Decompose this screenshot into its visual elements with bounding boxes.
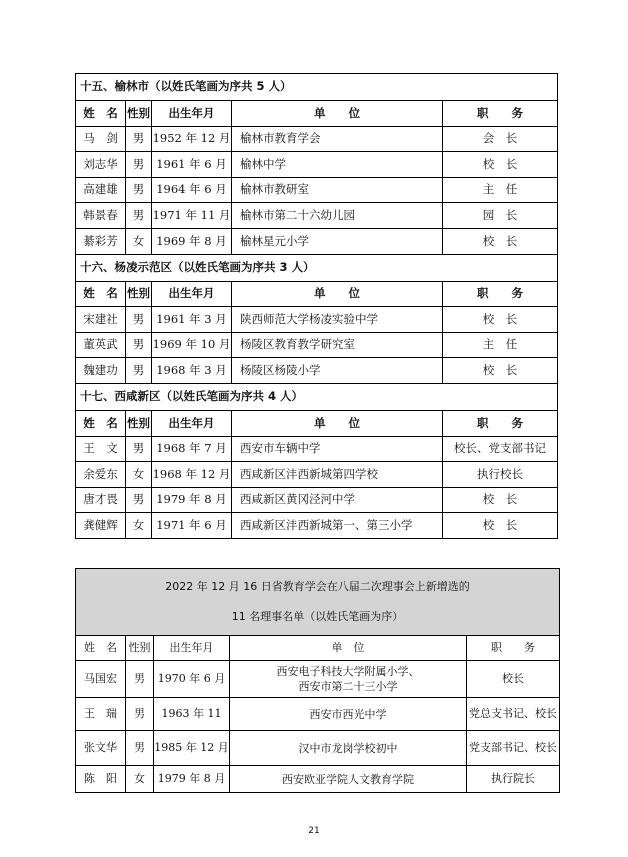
column-header: 单 位: [232, 410, 443, 436]
section-title-row: [76, 254, 558, 281]
position-cell: 园 长: [443, 203, 558, 229]
column-header: 职 务: [467, 636, 560, 661]
column-header: 出生年月: [154, 636, 230, 661]
unit-cell: 西安市车辆中学: [232, 436, 443, 462]
name-cell: 王 文: [76, 436, 126, 462]
column-header: 姓 名: [76, 101, 126, 127]
position-cell: 校 长: [443, 152, 558, 178]
gender-cell: 男: [126, 126, 152, 152]
table-row: [76, 731, 560, 766]
position-cell: 校长、党支部书记: [443, 436, 558, 462]
directory-table: [75, 73, 558, 539]
position-cell: 主 任: [443, 332, 558, 358]
name-cell: 綦彩芳: [76, 228, 126, 254]
position-cell: 党总支书记、校长: [467, 698, 560, 731]
banner-line-2: 11 名理事名单（以姓氏笔画为序）: [231, 610, 404, 623]
birth-cell: 1961 年 3 月: [152, 307, 232, 333]
table-row: [76, 766, 560, 793]
name-cell: 陈 阳: [76, 766, 126, 793]
name-cell: 马 剑: [76, 126, 126, 152]
table-row: [76, 462, 558, 488]
column-header: 姓 名: [76, 281, 126, 307]
header-row: [76, 410, 558, 436]
gender-cell: 女: [126, 462, 152, 488]
unit-cell: 杨陵区杨陵小学: [232, 358, 443, 384]
table-row: [76, 152, 558, 178]
table-row: [76, 661, 560, 698]
column-header: 性别: [126, 410, 152, 436]
gender-cell: 男: [126, 203, 152, 229]
new-members-table: [75, 568, 560, 793]
unit-cell: 榆林市教育学会: [232, 126, 443, 152]
birth-cell: 1968 年 7 月: [152, 436, 232, 462]
table-row: [76, 203, 558, 229]
birth-cell: 1964 年 6 月: [152, 177, 232, 203]
birth-cell: 1963 年 11: [154, 698, 230, 731]
column-header: 姓 名: [76, 410, 126, 436]
table-row: [76, 358, 558, 384]
unit-line: 西安市第二十三小学: [298, 680, 398, 693]
section-title: 十五、榆林市（以姓氏笔画为序共 5 人）: [76, 74, 558, 101]
name-cell: 马国宏: [76, 661, 126, 698]
header-row: [76, 636, 560, 661]
birth-cell: 1979 年 8 月: [152, 487, 232, 513]
unit-cell: [230, 766, 467, 793]
unit-cell: 榆林市教研室: [232, 177, 443, 203]
position-cell: 执行校长: [443, 462, 558, 488]
position-cell: 校 长: [443, 307, 558, 333]
table-row: [76, 436, 558, 462]
name-cell: 王 瑞: [76, 698, 126, 731]
unit-line: 汉中市龙岗学校初中: [298, 741, 398, 755]
table-row: [76, 228, 558, 254]
name-cell: 魏建功: [76, 358, 126, 384]
position-cell: 党支部书记、校长: [467, 731, 560, 766]
unit-line: 西安市西光中学: [309, 707, 387, 721]
column-header: 职 务: [443, 281, 558, 307]
gender-cell: 男: [126, 731, 154, 766]
position-cell: 校 长: [443, 228, 558, 254]
unit-cell: 杨陵区教育教学研究室: [232, 332, 443, 358]
table-row: [76, 487, 558, 513]
column-header: 职 务: [443, 410, 558, 436]
birth-cell: 1969 年 8 月: [152, 228, 232, 254]
unit-cell: 榆林星元小学: [232, 228, 443, 254]
position-cell: 主 任: [443, 177, 558, 203]
position-cell: 校长: [467, 661, 560, 698]
birth-cell: 1968 年 12 月: [152, 462, 232, 488]
header-row: [76, 101, 558, 127]
position-cell: 校 长: [443, 358, 558, 384]
section-title: 十六、杨凌示范区（以姓氏笔画为序共 3 人）: [76, 254, 558, 281]
name-cell: 宋建社: [76, 307, 126, 333]
gender-cell: 女: [126, 513, 152, 539]
unit-cell: [230, 698, 467, 731]
banner-row: [76, 569, 560, 636]
birth-cell: 1971 年 11 月: [152, 203, 232, 229]
banner-title: [76, 569, 560, 636]
name-cell: 韩景春: [76, 203, 126, 229]
unit-cell: [230, 661, 467, 698]
section-title: 十七、西咸新区（以姓氏笔画为序共 4 人）: [76, 383, 558, 410]
column-header: 单 位: [232, 281, 443, 307]
column-header: 性别: [126, 281, 152, 307]
name-cell: 唐才畏: [76, 487, 126, 513]
name-cell: 高建雄: [76, 177, 126, 203]
gender-cell: 男: [126, 358, 152, 384]
unit-line: 西安电子科技大学附属小学、: [276, 665, 420, 678]
birth-cell: 1969 年 10 月: [152, 332, 232, 358]
unit-cell: 西咸新区黄冈泾河中学: [232, 487, 443, 513]
birth-cell: 1979 年 8 月: [154, 766, 230, 793]
table-row: [76, 126, 558, 152]
position-cell: 执行院长: [467, 766, 560, 793]
birth-cell: 1952 年 12 月: [152, 126, 232, 152]
birth-cell: 1968 年 3 月: [152, 358, 232, 384]
unit-cell: 榆林中学: [232, 152, 443, 178]
unit-cell: 陕西师范大学杨凌实验中学: [232, 307, 443, 333]
gender-cell: 男: [126, 698, 154, 731]
unit-cell: [230, 731, 467, 766]
table-row: [76, 513, 558, 539]
gender-cell: 男: [126, 332, 152, 358]
column-header: 性别: [126, 636, 154, 661]
section-title-row: [76, 74, 558, 101]
header-row: [76, 281, 558, 307]
column-header: 性别: [126, 101, 152, 127]
gender-cell: 男: [126, 487, 152, 513]
table-row: [76, 307, 558, 333]
birth-cell: 1970 年 6 月: [154, 661, 230, 698]
name-cell: 龚健辉: [76, 513, 126, 539]
column-header: 单 位: [230, 636, 467, 661]
gender-cell: 男: [126, 436, 152, 462]
gender-cell: 男: [126, 661, 154, 698]
gender-cell: 女: [126, 228, 152, 254]
gender-cell: 男: [126, 307, 152, 333]
column-header: 单 位: [232, 101, 443, 127]
position-cell: 校 长: [443, 513, 558, 539]
unit-line: 西安欧亚学院人文教育学院: [282, 772, 414, 786]
birth-cell: 1971 年 6 月: [152, 513, 232, 539]
gender-cell: 男: [126, 177, 152, 203]
gender-cell: 女: [126, 766, 154, 793]
name-cell: 刘志华: [76, 152, 126, 178]
position-cell: 会 长: [443, 126, 558, 152]
page-number: 21: [308, 826, 320, 836]
unit-cell: 榆林市第二十六幼儿园: [232, 203, 443, 229]
unit-cell: 西咸新区沣西新城第四学校: [232, 462, 443, 488]
name-cell: 余爱东: [76, 462, 126, 488]
column-header: 出生年月: [152, 410, 232, 436]
column-header: 出生年月: [152, 101, 232, 127]
column-header: 出生年月: [152, 281, 232, 307]
banner-line-1: 2022 年 12 月 16 日省教育学会在八届二次理事会上新增选的: [165, 580, 470, 593]
section-title-row: [76, 383, 558, 410]
birth-cell: 1985 年 12 月: [154, 731, 230, 766]
unit-cell: 西咸新区沣西新城第一、第三小学: [232, 513, 443, 539]
column-header: 姓 名: [76, 636, 126, 661]
name-cell: 张文华: [76, 731, 126, 766]
column-header: 职 务: [443, 101, 558, 127]
position-cell: 校 长: [443, 487, 558, 513]
name-cell: 董英武: [76, 332, 126, 358]
birth-cell: 1961 年 6 月: [152, 152, 232, 178]
table-row: [76, 698, 560, 731]
gender-cell: 男: [126, 152, 152, 178]
table-row: [76, 332, 558, 358]
table-row: [76, 177, 558, 203]
